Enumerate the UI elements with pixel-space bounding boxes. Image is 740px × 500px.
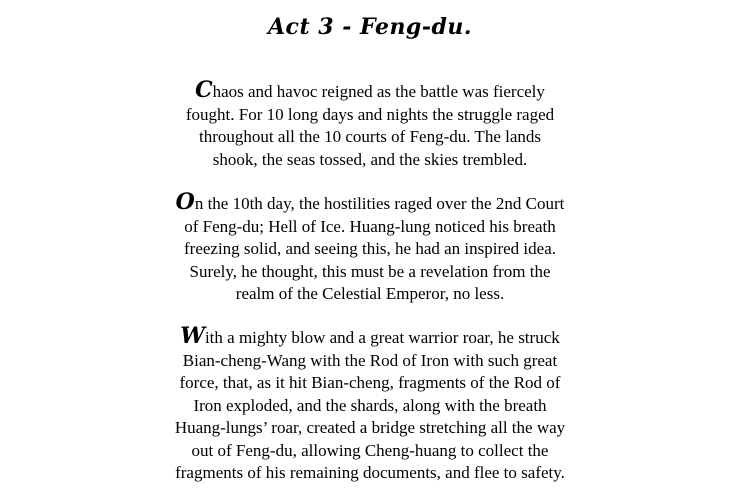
paragraph-line [90,191,650,216]
paragraph-line: Surely, he thought, this must be a revelation from the [189,261,551,281]
drop-cap: W [180,323,205,349]
paragraph-line [90,325,650,350]
paragraph-line: force, that, as it hit Bian-cheng, fragments of the Rod of [179,373,561,392]
paragraph-line: shook, the seas tossed, and the skies trembled. [212,149,528,169]
paragraph-line: out of Feng-du, allowing Cheng-huang to collect the [191,440,549,460]
paragraph-line: Huang-lungs’ roar, created a bridge stretching all the way [174,418,566,437]
line-text: haos and havoc reigned as the battle was fiercely [212,82,545,101]
paragraph-line: realm of the Celestial Emperor, no less. [235,284,505,303]
page-title: Act 3 - Feng-du. [267,14,472,40]
drop-cap: O [175,189,195,215]
paragraph-line: Bian-cheng-Wang with the Rod of Iron with such great [182,350,558,370]
paragraph-mighty-blow [90,325,650,485]
paragraph-tenth-day [90,191,650,306]
paragraph-line: of Feng-du; Hell of Ice. Huang-lung noticed his breath [184,216,556,236]
paragraph-chaos [90,79,650,171]
paragraph-line: Iron exploded, and the shards, along with the breath [193,395,547,415]
line-text: ith a mighty blow and a great warrior roar, he struck [204,328,560,347]
paragraph-line: fragments of his remaining documents, and flee to safety. [175,463,565,482]
line-text: n the 10th day, the hostilities raged over the 2nd Court [194,194,565,213]
paragraph-line: fought. For 10 long days and nights the struggle raged [185,104,555,124]
paragraph-line: freezing solid, and seeing this, he had an inspired idea. [184,239,556,258]
drop-cap: C [195,77,213,103]
paragraph-line [90,79,650,104]
paragraph-line: throughout all the 10 courts of Feng-du. The lands [199,127,541,146]
